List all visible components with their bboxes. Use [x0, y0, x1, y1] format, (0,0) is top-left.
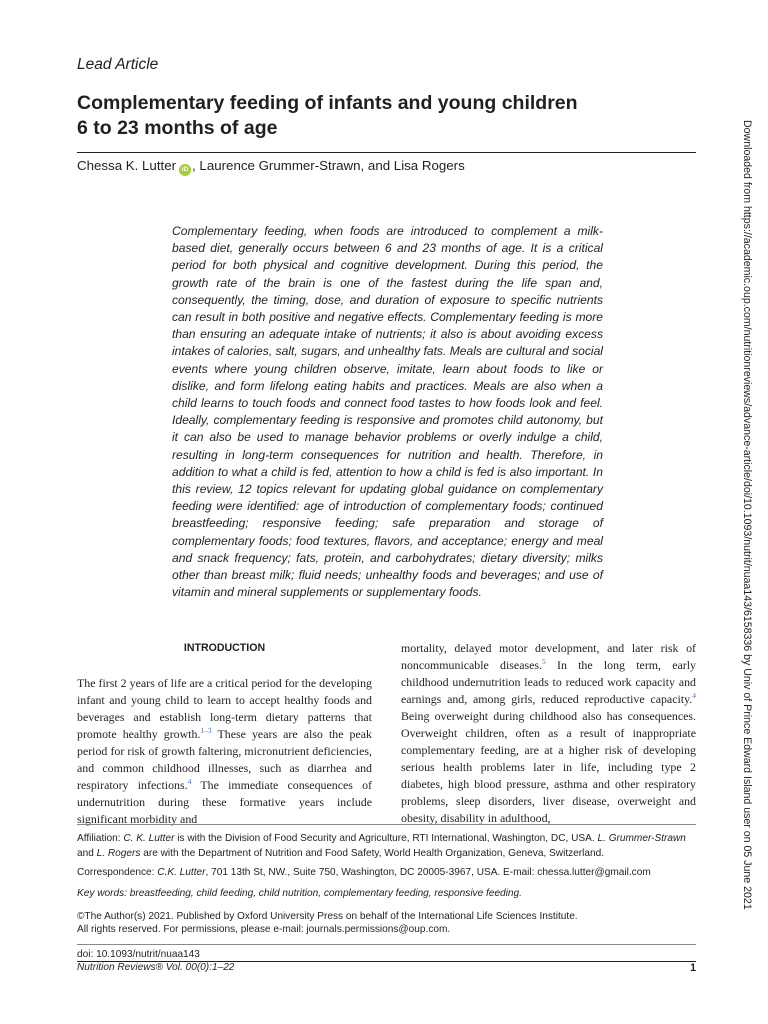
orcid-icon[interactable]: iD: [179, 164, 191, 176]
col2-text-1: mortality, delayed motor development, and later risk of noncommunicable diseases.: [401, 641, 696, 672]
article-title: [77, 91, 637, 141]
reference-link[interactable]: 1–3: [200, 726, 212, 735]
col1-text-2: These years are also the peak period for risk of growth faltering, micronutrient deficiencies, and common childhood illnesses, such as diarrhea and respiratory infections.: [77, 727, 372, 792]
affiliation-name: C. K. Lutter: [123, 833, 175, 844]
correspondence-label: Correspondence:: [77, 867, 158, 878]
section-heading-introduction: INTRODUCTION: [183, 642, 266, 654]
affiliation-name: L. Grummer-Strawn: [597, 833, 686, 844]
body-column-left: [77, 640, 372, 828]
correspondence-name: C.K. Lutter: [157, 867, 206, 878]
title-line-1: Complementary feeding of infants and young children: [77, 92, 578, 114]
affiliation-text: is with the Division of Food Security and Agriculture, RTI International, Washington, DC, USA.: [174, 833, 598, 844]
page-number: 1: [690, 962, 696, 974]
doi[interactable]: doi: 10.1093/nutrit/nuaa143: [77, 949, 200, 960]
copyright-line-2: All rights reserved. For permissions, please e-mail: journals.permissions@oup.com.: [77, 924, 451, 935]
col2-text-3: Being overweight during childhood also has consequences. Overweight children, often as a result of inappropriate complementary feeding, are at a higher risk of developing serious health problems later in life, including type 2 diabetes, high blood pressure, asthma and other respiratory problems, sleep disorders, liver disease, overweight and obesity, disability in adulthood,: [401, 709, 696, 825]
correspondence-text[interactable]: , 701 13th St, NW., Suite 750, Washington, DC 20005-3967, USA. E-mail: chessa.lutter@gmail.com: [205, 867, 651, 878]
affiliation-note: [77, 831, 696, 861]
copyright-line-1: ©The Author(s) 2021. Published by Oxford University Press on behalf of the International Life Sciences Institute.: [77, 911, 578, 922]
footer-divider: [77, 944, 696, 945]
footnote-divider: [77, 824, 696, 825]
authors-rest: , Laurence Grummer-Strawn, and Lisa Rogers: [192, 158, 465, 173]
intro-paragraph-1-continued: [401, 640, 696, 827]
affiliation-text: are with the Department of Nutrition and Food Safety, World Health Organization, Geneva, Switzerland.: [140, 848, 605, 859]
reference-link[interactable]: 4: [187, 777, 192, 786]
reference-link[interactable]: 5: [542, 657, 546, 666]
col1-text-3: The immediate consequences of undernutrition during these formative years include significant morbidity and: [77, 778, 373, 826]
reference-link[interactable]: 4: [692, 691, 696, 700]
affiliation-text: and: [77, 848, 97, 859]
download-notice: Downloaded from https://academic.oup.com/nutritionreviews/advance-article/doi/10.1093/nutrit/nuaa143/6158336 by Univ of Prince Edward Island user on 05 June 2021: [741, 120, 753, 910]
correspondence-note: [77, 865, 696, 880]
journal-citation: Nutrition Reviews® Vol. 00(0):1–22: [77, 962, 235, 973]
section-label: Lead Article: [77, 56, 159, 73]
col2-text-2: In the long term, early childhood undernutrition leads to reduced work capacity and earnings and, among girls, reduced reproductive capacity.: [401, 658, 696, 706]
affiliation-name: L. Rogers: [96, 848, 141, 859]
intro-paragraph-1: [77, 675, 372, 828]
body-column-right: [401, 640, 696, 827]
keywords: Key words: breastfeeding, child feeding, child nutrition, complementary feeding, responsive feeding.: [77, 888, 522, 899]
col1-text-1: The first 2 years of life are a critical period for the developing infant and young child to learn to accept healthy foods and beverages and establish long-term dietary patterns that promote healthy growth.: [77, 676, 372, 741]
title-divider: [77, 152, 696, 153]
author-lutter[interactable]: Chessa K. Lutter: [77, 158, 177, 173]
affiliation-label: Affiliation:: [77, 833, 124, 844]
author-list: [77, 158, 465, 176]
title-line-2: 6 to 23 months of age: [77, 117, 278, 139]
abstract: Complementary feeding, when foods are introduced to complement a milk-based diet, generally occurs between 6 and 23 months of age. It is a critical period for both physical and cognitive development. During this period, the growth rate of the brain is one of the fastest during the life span and, consequently, the timing, dose, and duration of exposure to specific nutrients can result in both positive and negative effects. Complementary feeding is more than ensuring an adequate intake of nutrients; it also is about avoiding excess intakes of calories, salt, sugars, and unhealthy fats. Meals are cultural and social events where young children observe, imitate, learn about foods to like or dislike, and form lifelong eating habits and practices. Meals are also when a child learns to touch foods and connect food tastes to how foods look and feel. Ideally, complementary feeding is responsive and promotes child autonomy, but it can also be used to manage behavior problems or overly indulge a child, resulting in long-term consequences for nutrition and health. Therefore, in addition to what a child is fed, attention to how a child is fed is also important. In this review, 12 topics relevant for updating global guidance on complementary feeding were identified: age of introduction of complementary foods; continued breastfeeding; responsive feeding; safe preparation and storage of complementary foods; food textures, flavors, and acceptance; energy and meal and snack frequency; fats, protein, and carbohydrates; dietary diversity; milks other than breast milk; fluid needs; unhealthy foods and beverages; and use of vitamin and mineral supplements or supplementary foods.: [172, 224, 603, 600]
